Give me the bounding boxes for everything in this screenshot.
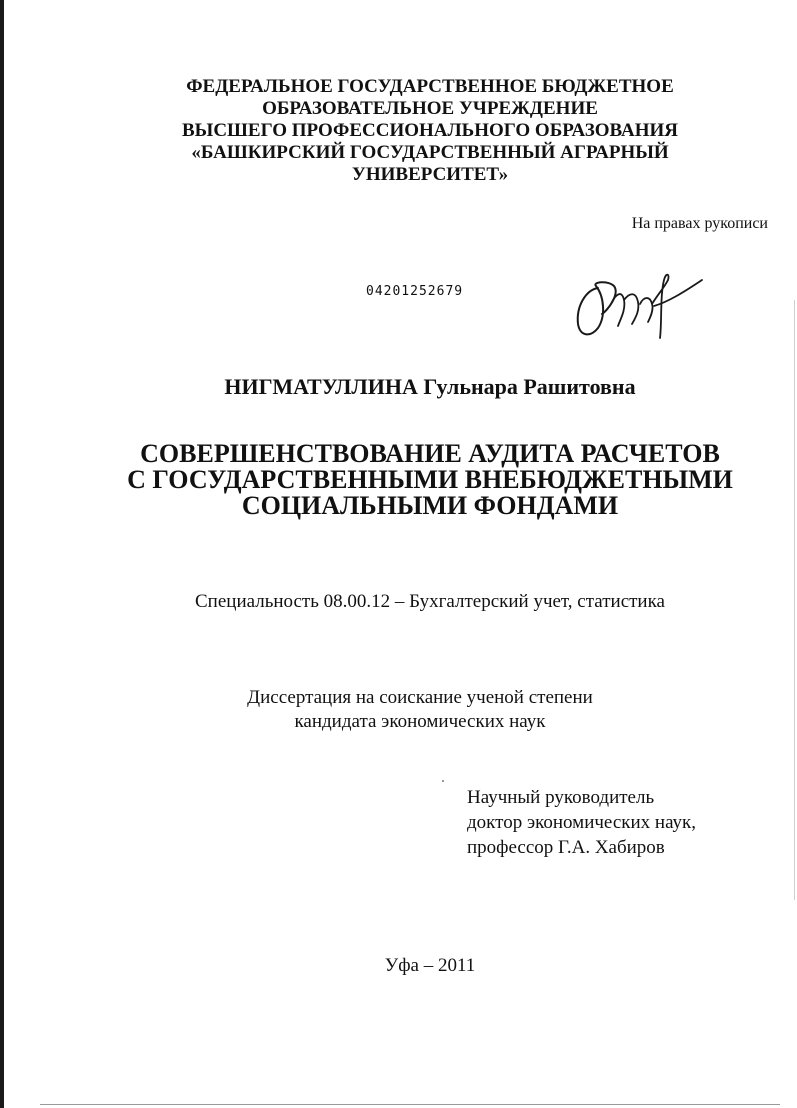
supervisor-line: профессор Г.А. Хабиров — [467, 837, 665, 858]
degree-line: Диссертация на соискание ученой степени — [247, 687, 593, 708]
title-line: СОВЕРШЕНСТВОВАНИЕ АУДИТА РАСЧЕТОВ — [140, 439, 720, 468]
degree-line: кандидата экономических наук — [294, 711, 546, 732]
author-name: НИГМАТУЛЛИНА Гульнара Рашитовна — [224, 374, 636, 399]
title-line: С ГОСУДАРСТВЕННЫМИ ВНЕБЮДЖЕТНЫМИ — [127, 465, 733, 494]
institution-line: «БАШКИРСКИЙ ГОСУДАРСТВЕННЫЙ АГРАРНЫЙ — [191, 142, 669, 163]
degree-statement — [140, 686, 700, 734]
supervisor-block — [467, 785, 767, 860]
institution-line: ОБРАЗОВАТЕЛЬНОЕ УЧРЕЖДЕНИЕ — [262, 98, 598, 119]
signature-icon — [568, 266, 708, 346]
specialty: Специальность 08.00.12 – Бухгалтерский учет, статистика — [195, 591, 665, 612]
document-number: 04201252679 — [366, 284, 464, 299]
dissertation-title — [110, 441, 750, 519]
scan-edge-left — [0, 0, 4, 1108]
institution-header — [120, 76, 740, 186]
supervisor-line: Научный руководитель — [467, 787, 655, 808]
manuscript-note: На правах рукописи — [631, 215, 768, 232]
title-line: СОЦИАЛЬНЫМИ ФОНДАМИ — [241, 491, 619, 520]
scan-bottom-line — [40, 1104, 780, 1105]
institution-line: УНИВЕРСИТЕТ» — [351, 164, 509, 185]
institution-line: ФЕДЕРАЛЬНОЕ ГОСУДАРСТВЕННОЕ БЮДЖЕТНОЕ — [186, 76, 674, 97]
institution-line: ВЫСШЕГО ПРОФЕССИОНАЛЬНОГО ОБРАЗОВАНИЯ — [182, 120, 678, 141]
scan-edge-right — [794, 300, 795, 900]
city-year: Уфа – 2011 — [384, 955, 476, 976]
scan-speck — [442, 780, 444, 782]
supervisor-line: доктор экономических наук, — [467, 812, 697, 833]
